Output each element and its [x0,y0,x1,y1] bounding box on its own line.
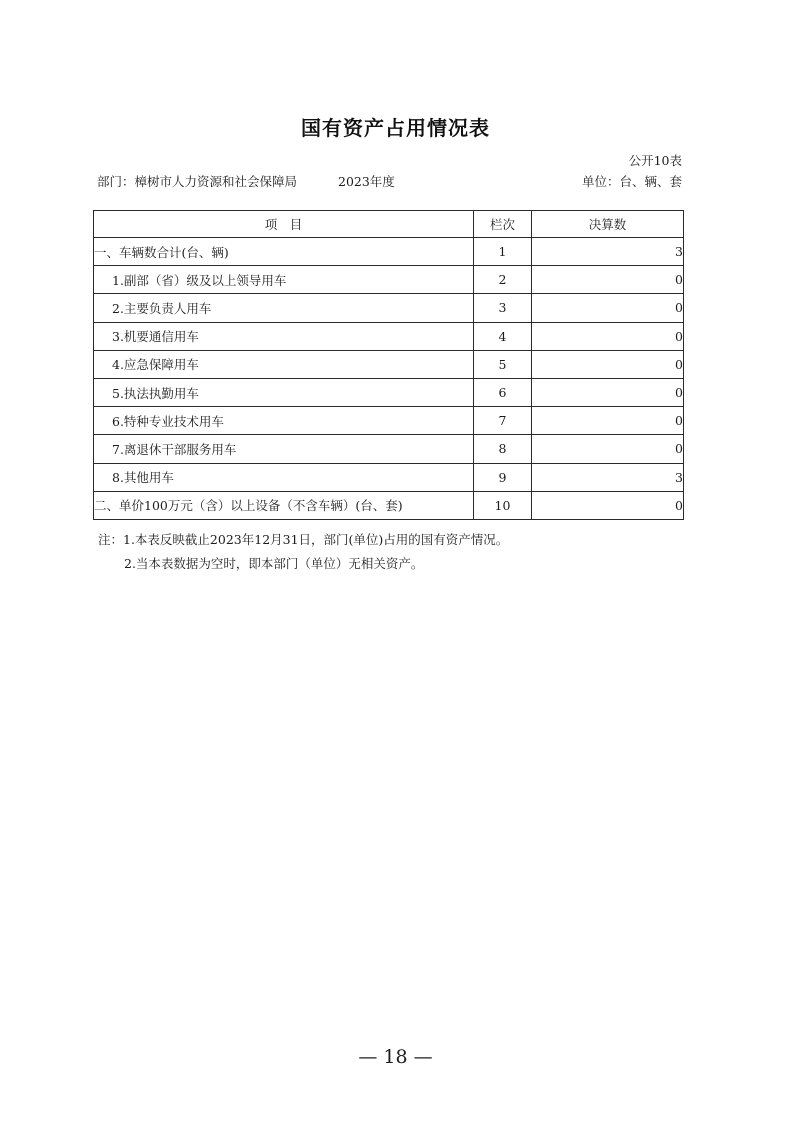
row-item: 一、车辆数合计(台、辆) [94,238,474,266]
table-row [94,491,684,519]
row-item: 3.机要通信用车 [94,322,474,350]
page-number: — 18 — [358,1046,433,1068]
note-1: 注：1.本表反映截止2023年12月31日，部门(单位)占用的国有资产情况。 [98,532,509,547]
row-item: 5.执法执勤用车 [94,378,474,406]
form-code: 公开10表 [628,153,682,168]
row-value: 3 [532,463,684,491]
row-seq: 7 [474,407,532,435]
row-item: 4.应急保障用车 [94,350,474,378]
row-item: 1.副部（省）级及以上领导用车 [94,266,474,294]
row-value: 0 [532,294,684,322]
page-title: 国有资产占用情况表 [301,116,490,140]
table-row [94,238,684,266]
table-row [94,350,684,378]
table-row [94,435,684,463]
row-value: 0 [532,407,684,435]
table-row [94,266,684,294]
table-row [94,378,684,406]
row-seq: 5 [474,350,532,378]
unit-label: 单位：台、辆、套 [581,174,682,189]
fiscal-year: 2023年度 [338,174,395,189]
row-value: 0 [532,266,684,294]
asset-table [93,210,684,520]
table-row [94,407,684,435]
row-seq: 1 [474,238,532,266]
header-seq: 栏次 [474,211,532,238]
row-seq: 2 [474,266,532,294]
row-seq: 9 [474,463,532,491]
row-item: 6.特种专业技术用车 [94,407,474,435]
header-value: 决算数 [532,211,684,238]
row-item: 2.主要负责人用车 [94,294,474,322]
table-row [94,294,684,322]
row-value: 3 [532,238,684,266]
header-item: 项 目 [94,211,474,238]
notes [98,528,508,576]
table-header-row [94,211,684,238]
row-seq: 4 [474,322,532,350]
row-item: 二、单价100万元（含）以上设备（不含车辆）(台、套) [94,491,474,519]
table-row [94,463,684,491]
row-value: 0 [532,378,684,406]
row-seq: 8 [474,435,532,463]
department-label: 部门：樟树市人力资源和社会保障局 [97,174,298,189]
table-row [94,322,684,350]
row-value: 0 [532,491,684,519]
row-value: 0 [532,322,684,350]
row-item: 8.其他用车 [94,463,474,491]
row-item: 7.离退休干部服务用车 [94,435,474,463]
row-seq: 10 [474,491,532,519]
note-2: 2.当本表数据为空时，即本部门（单位）无相关资产。 [124,556,424,571]
row-seq: 3 [474,294,532,322]
row-seq: 6 [474,378,532,406]
row-value: 0 [532,435,684,463]
row-value: 0 [532,350,684,378]
